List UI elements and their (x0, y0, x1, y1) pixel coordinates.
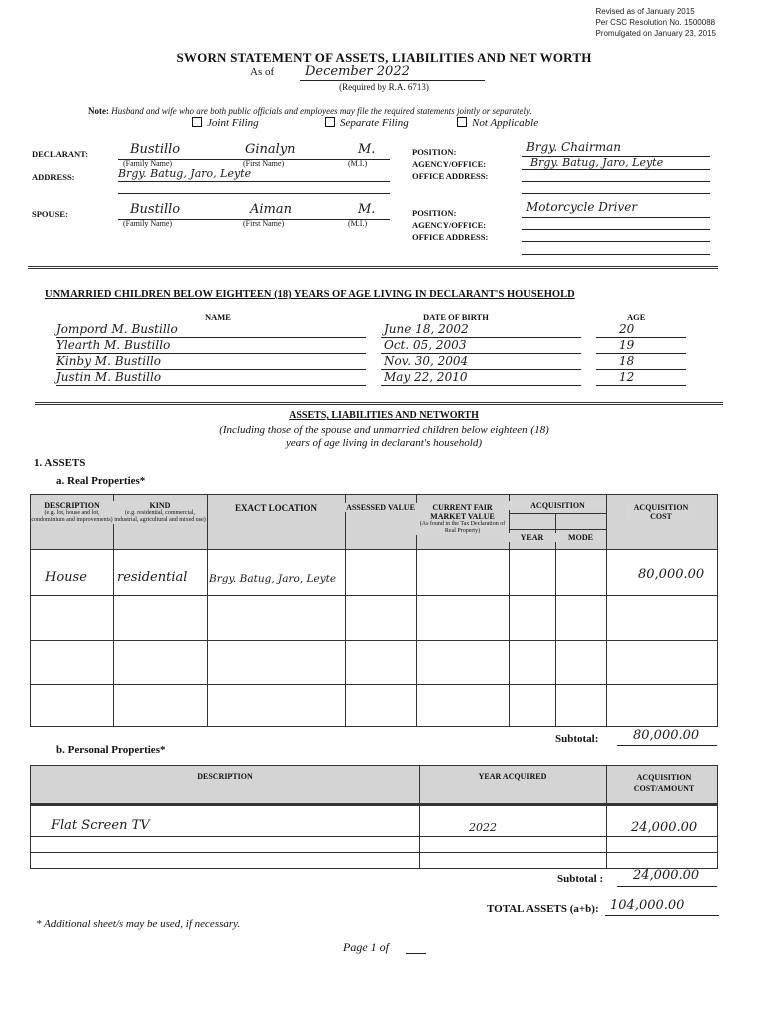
spouse-office-line-2 (522, 254, 710, 255)
first-name-sublabel: (First Name) (243, 159, 285, 168)
total-assets-label: TOTAL ASSETS (a+b): (487, 903, 599, 915)
spouse-position-label: POSITION: (412, 208, 457, 218)
personal-year-header: YEAR ACQUIRED (478, 772, 547, 781)
real-subtotal-value[interactable]: 80,000.00 (633, 728, 700, 743)
kind-header: KIND (e.g. residential, commercial, industrial, agricultural and mixed use) (114, 501, 206, 523)
list-item: Jompord M. Bustillo June 18, 2002 20 (56, 322, 686, 338)
additional-sheet-note: * Additional sheet/s may be used, if necessary. (36, 918, 241, 930)
assessed-header: ASSESSED VALUE (346, 503, 415, 512)
child-age-header: AGE (627, 312, 646, 322)
personal-properties-heading: b. Personal Properties* (56, 744, 166, 756)
children-list (56, 322, 686, 386)
joint-filing-checkbox[interactable]: Joint Filing (192, 117, 259, 129)
desc-header: DESCRIPTION (e.g. lot, house and lot, condominium and improvements) (31, 501, 113, 523)
address-label: ADDRESS: (32, 172, 75, 182)
personal-cost-header: ACQUISITION COST/AMOUNT (633, 773, 695, 793)
spouse-label: SPOUSE: (32, 209, 68, 219)
personal-desc-header: DESCRIPTION (197, 772, 253, 781)
not-applicable-checkbox[interactable]: Not Applicable (457, 117, 538, 129)
assets-subtitle: (Including those of the spouse and unmarried children below eighteen (18) (219, 424, 549, 436)
table-row[interactable]: residential (117, 570, 188, 585)
page-total-line (406, 953, 426, 954)
table-row[interactable]: 80,000.00 (638, 567, 705, 582)
child-dob-header: DATE OF BIRTH (423, 312, 489, 322)
real-properties-heading: a. Real Properties* (56, 475, 146, 487)
checkbox-icon (325, 117, 335, 127)
declarant-agency[interactable]: Brgy. Batug, Jaro, Leyte (530, 156, 664, 169)
table-row[interactable]: 24,000.00 (631, 820, 698, 835)
declarant-first-name[interactable]: Ginalyn (245, 142, 296, 157)
acquisition-header: ACQUISITION (509, 501, 606, 510)
spouse-mi[interactable]: M. (358, 202, 376, 217)
spouse-family-name[interactable]: Bustillo (130, 202, 181, 217)
section-divider (35, 402, 723, 405)
as-of-value: December 2022 (305, 64, 410, 79)
real-properties-table (30, 494, 718, 727)
year-header: YEAR (509, 533, 555, 542)
list-item: Kinby M. Bustillo Nov. 30, 2004 18 (56, 354, 686, 370)
table-row[interactable]: 2022 (469, 821, 497, 834)
position-line (522, 156, 710, 157)
address-line-2 (118, 193, 390, 194)
checkbox-icon (192, 117, 202, 127)
as-of-label: As of (250, 66, 275, 78)
position-label: POSITION: (412, 147, 457, 157)
as-of-line (300, 80, 485, 81)
family-name-sublabel: (Family Name) (123, 219, 173, 228)
spouse-agency-label: AGENCY/OFFICE: (412, 220, 487, 230)
assets-subtitle-2: years of age living in declarant's household) (285, 437, 483, 449)
first-name-sublabel: (First Name) (243, 219, 285, 228)
spouse-agency-line (522, 229, 710, 230)
location-header: EXACT LOCATION (231, 503, 321, 513)
office-address-line-2 (522, 193, 710, 194)
real-subtotal-label: Subtotal: (555, 733, 599, 745)
table-row[interactable]: Brgy. Batug, Jaro, Leyte (209, 573, 337, 585)
declarant-position[interactable]: Brgy. Chairman (526, 140, 621, 154)
spouse-position-line (522, 217, 710, 218)
office-address-label: OFFICE ADDRESS: (412, 171, 489, 181)
spouse-office-line (522, 241, 710, 242)
mi-sublabel: (M.I.) (348, 219, 368, 228)
declarant-mi[interactable]: M. (358, 142, 376, 157)
declarant-family-name[interactable]: Bustillo (130, 142, 181, 157)
fair-value-header: CURRENT FAIR MARKET VALUE (As found in the Tax Declaration of Real Property) (416, 503, 509, 535)
assets-heading: 1. ASSETS (34, 457, 86, 469)
spouse-office-address-label: OFFICE ADDRESS: (412, 232, 489, 242)
declarant-label: DECLARANT: (32, 149, 89, 159)
personal-properties-table (30, 765, 718, 869)
mi-sublabel: (M.I.) (348, 159, 368, 168)
declarant-address[interactable]: Brgy. Batug, Jaro, Leyte (118, 167, 252, 180)
personal-subtotal-value[interactable]: 24,000.00 (633, 868, 700, 883)
checkbox-icon (457, 117, 467, 127)
agency-line (522, 169, 710, 170)
page-number: Page 1 of (343, 940, 389, 954)
office-address-line (522, 181, 710, 182)
list-item: Ylearth M. Bustillo Oct. 05, 2003 19 (56, 338, 686, 354)
spouse-first-name[interactable]: Aiman (250, 202, 292, 217)
address-line (118, 181, 390, 182)
required-note: (Required by R.A. 6713) (339, 82, 429, 92)
personal-subtotal-line (617, 886, 717, 887)
table-row[interactable]: Flat Screen TV (51, 818, 150, 833)
spouse-position[interactable]: Motorcycle Driver (526, 200, 638, 214)
family-name-sublabel: (Family Name) (123, 159, 173, 168)
children-section-title: UNMARRIED CHILDREN BELOW EIGHTEEN (18) YEARS OF AGE LIVING IN DECLARANT'S HOUSEHOLD (45, 289, 575, 300)
real-subtotal-line (617, 745, 717, 746)
revision-note: Revised as of January 2015 Per CSC Resolution No. 1500088 Promulgated on January 23, 2015 (595, 7, 716, 38)
section-divider (28, 266, 718, 269)
assets-section-title: ASSETS, LIABILITIES AND NETWORTH (289, 410, 479, 421)
total-assets-value[interactable]: 104,000.00 (610, 898, 685, 913)
filing-note: Note: Husband and wife who are both public officials and employees may file the required statements jointly or separately. (88, 106, 532, 116)
cost-header: ACQUISITION COST (626, 503, 696, 521)
table-row[interactable]: House (45, 570, 87, 585)
child-name-header: NAME (205, 312, 231, 322)
list-item: Justin M. Bustillo May 22, 2010 12 (56, 370, 686, 386)
personal-subtotal-label: Subtotal : (557, 873, 604, 885)
mode-header: MODE (555, 533, 606, 542)
page-title: SWORN STATEMENT OF ASSETS, LIABILITIES AND NET WORTH (176, 50, 592, 65)
agency-label: AGENCY/OFFICE: (412, 159, 487, 169)
total-assets-line (605, 915, 719, 916)
separate-filing-checkbox[interactable]: Separate Filing (325, 117, 409, 129)
